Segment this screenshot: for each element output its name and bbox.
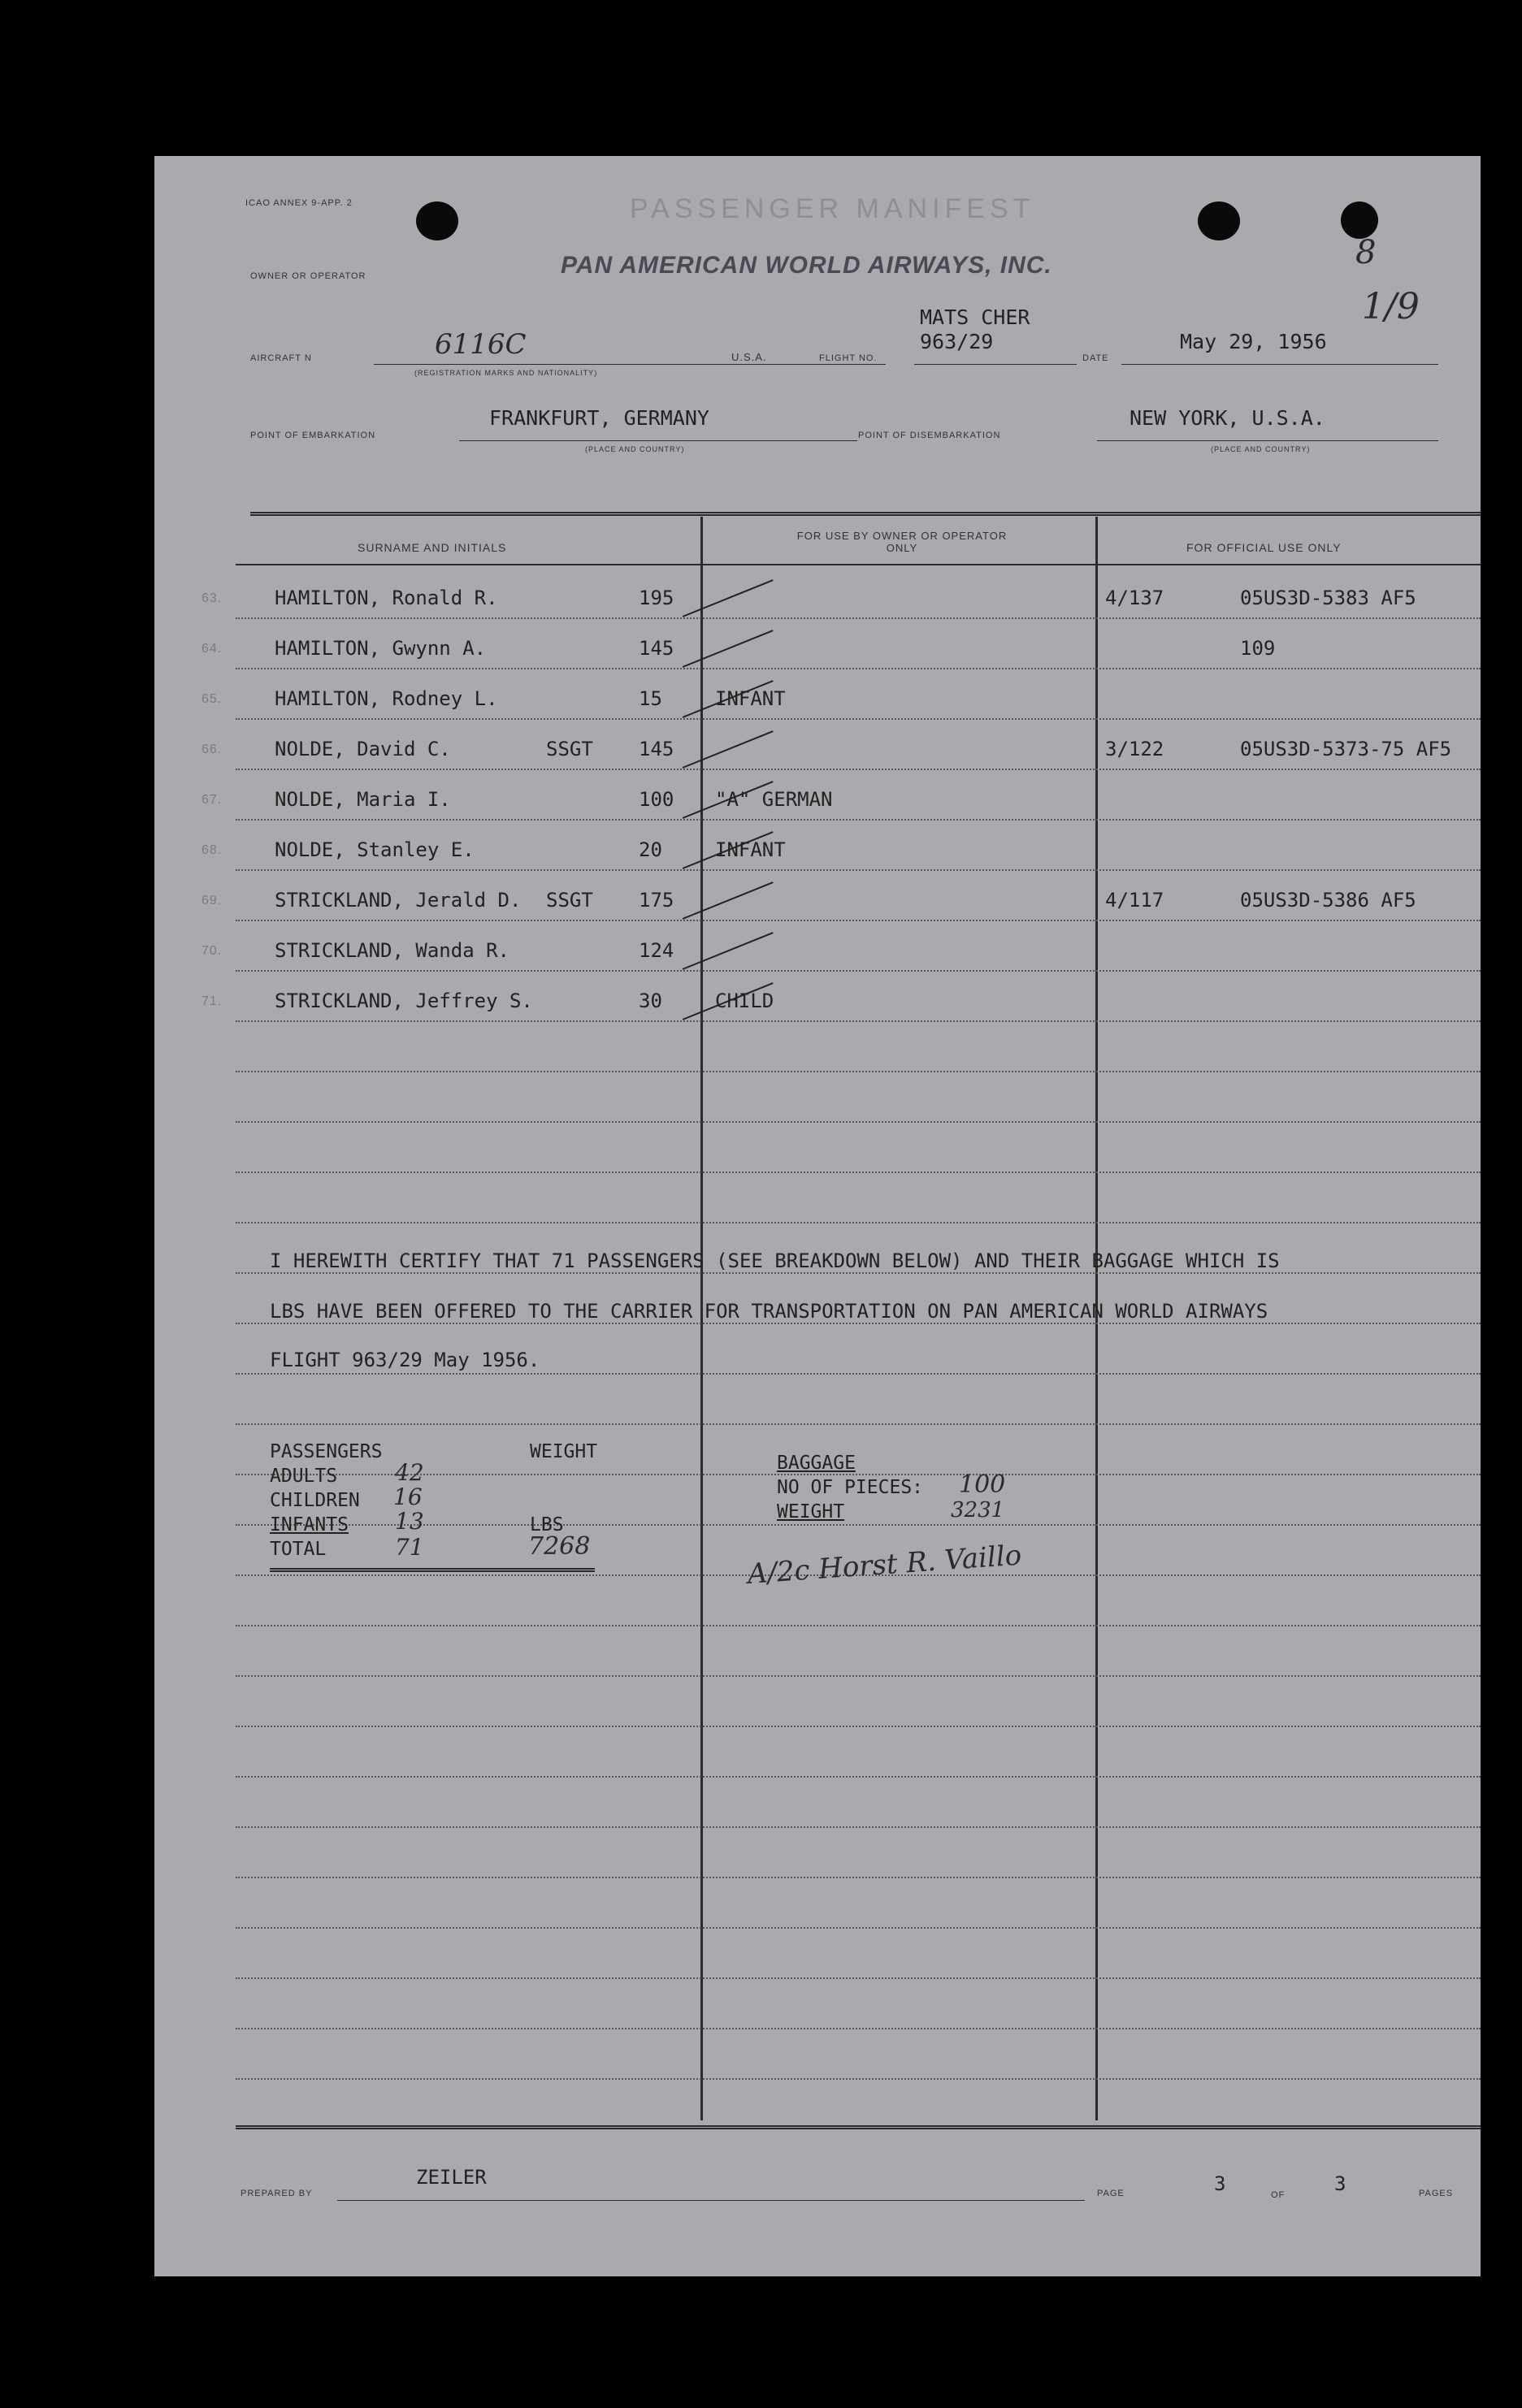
passenger-name: STRICKLAND, Jerald D. (275, 889, 522, 912)
table-row (154, 978, 1481, 1029)
ruled-line (236, 1675, 1481, 1677)
pieces-label: NO OF PIECES: (777, 1477, 924, 1498)
sheet-number: 8 (1355, 234, 1377, 271)
total-count: 71 (395, 1534, 424, 1561)
check-mark (683, 630, 774, 668)
row-number: 66. (202, 743, 223, 756)
punch-hole-right (1198, 201, 1240, 240)
check-mark (683, 932, 774, 970)
prepared-by: ZEILER (416, 2166, 487, 2189)
row-number: 64. (202, 642, 223, 656)
passenger-weight: 100 (639, 788, 674, 811)
manifest-sheet (154, 156, 1481, 2276)
row-number: 71. (202, 994, 223, 1008)
adults-count: 42 (395, 1459, 424, 1486)
row-number: 70. (202, 944, 223, 958)
infants-label: INFANTS (270, 1514, 349, 1535)
passenger-weight: 15 (639, 687, 662, 710)
passenger-weight: 195 (639, 587, 674, 609)
owner-label: OWNER OR OPERATOR (250, 271, 366, 281)
column-official: FOR OFFICIAL USE ONLY (1186, 541, 1342, 554)
passenger-name: NOLDE, Maria I. (275, 788, 451, 811)
pieces-count: 100 (959, 1470, 1006, 1499)
passenger-name: NOLDE, David C. (275, 738, 451, 760)
ruled-line (236, 1877, 1481, 1878)
of-label: OF (1271, 2190, 1286, 2200)
ruled-line (236, 1172, 1481, 1173)
official-ref: 4/137 (1105, 587, 1164, 609)
passenger-weight: 175 (639, 889, 674, 912)
summary-double-rule (270, 1568, 595, 1572)
certification-line-3: FLIGHT 963/29 May 1956. (270, 1349, 540, 1371)
flight-label: FLIGHT NO. (819, 353, 878, 363)
nationality: U.S.A. (731, 351, 767, 363)
punch-hole-left (416, 201, 458, 240)
ruled-line (236, 1323, 1481, 1324)
total-label: TOTAL (270, 1539, 327, 1560)
embark-sublabel: (PLACE AND COUNTRY) (585, 445, 685, 453)
official-code: 05US3D-5383 AF5 (1240, 587, 1416, 609)
form-title: PASSENGER MANIFEST (630, 193, 1035, 224)
table-row (154, 676, 1481, 726)
page-label: PAGE (1097, 2189, 1125, 2198)
official-code: 05US3D-5373-75 AF5 (1240, 738, 1452, 760)
passenger-note: "A" GERMAN (715, 788, 833, 811)
baggage-label: BAGGAGE (777, 1453, 856, 1474)
passengers-label: PASSENGERS (270, 1441, 383, 1462)
table-top-rule (250, 512, 1481, 516)
certification-line-2: LBS HAVE BEEN OFFERED TO THE CARRIER FOR TRANSPORTATION ON PAN AMERICAN WORLD AIRWAYS (270, 1300, 1268, 1323)
disembark-label: POINT OF DISEMBARKATION (858, 431, 1001, 440)
row-number: 67. (202, 793, 223, 807)
form-number: ICAO ANNEX 9-APP. 2 (245, 198, 353, 208)
date-underline (1121, 364, 1438, 365)
infants-count: 13 (395, 1508, 424, 1535)
passenger-note: INFANT (715, 838, 786, 861)
adults-label: ADULTS (270, 1466, 338, 1487)
table-row (154, 777, 1481, 827)
page-number: 3 (1214, 2172, 1226, 2195)
passenger-note: CHILD (715, 990, 774, 1012)
check-mark (683, 579, 774, 617)
sheet-fraction: 1/9 (1362, 286, 1420, 327)
row-number: 65. (202, 692, 223, 706)
pages-label: PAGES (1419, 2189, 1454, 2198)
ruled-line (236, 2028, 1481, 2029)
official-code: 05US3D-5386 AF5 (1240, 889, 1416, 912)
date-label: DATE (1082, 353, 1109, 363)
ruled-line (236, 2078, 1481, 2080)
ruled-line (236, 1071, 1481, 1072)
passenger-name: STRICKLAND, Jeffrey S. (275, 990, 533, 1012)
weight-label: WEIGHT (530, 1441, 598, 1462)
official-ref: 3/122 (1105, 738, 1164, 760)
column-surname: SURNAME AND INITIALS (358, 541, 507, 554)
table-row (154, 726, 1481, 777)
prepared-label: PREPARED BY (241, 2189, 313, 2198)
lbs-label: LBS (530, 1514, 564, 1535)
table-row (154, 827, 1481, 877)
passenger-name: NOLDE, Stanley E. (275, 838, 475, 861)
ruled-line (236, 1776, 1481, 1778)
row-number: 68. (202, 843, 223, 857)
passenger-note: INFANT (715, 687, 786, 710)
passenger-weight: 145 (639, 637, 674, 660)
disembark-value: NEW YORK, U.S.A. (1130, 406, 1325, 430)
embark-underline (459, 440, 857, 441)
table-row (154, 575, 1481, 626)
embark-value: FRANKFURT, GERMANY (489, 406, 709, 430)
aircraft-registration: 6116C (435, 328, 527, 361)
passenger-rank: SSGT (546, 738, 593, 760)
aircraft-label: AIRCRAFT N (250, 353, 312, 363)
table-row (154, 928, 1481, 978)
children-label: CHILDREN (270, 1490, 360, 1511)
signature: A/2c Horst R. Vaillo (746, 1539, 1023, 1591)
passenger-weight: 20 (639, 838, 662, 861)
disembark-underline (1097, 440, 1438, 441)
page-total: 3 (1334, 2172, 1346, 2195)
date-value: May 29, 1956 (1180, 330, 1327, 353)
passenger-name: HAMILTON, Gwynn A. (275, 637, 487, 660)
check-mark (683, 881, 774, 920)
disembark-sublabel: (PLACE AND COUNTRY) (1211, 445, 1311, 453)
ruled-line (236, 1625, 1481, 1626)
official-ref: 4/117 (1105, 889, 1164, 912)
ruled-line (236, 1977, 1481, 1979)
table-bottom-rule (236, 2125, 1481, 2129)
passenger-name: HAMILTON, Rodney L. (275, 687, 498, 710)
embark-label: POINT OF EMBARKATION (250, 431, 376, 440)
bag-weight-label: WEIGHT (777, 1501, 845, 1522)
bag-weight: 3231 (951, 1498, 1005, 1522)
row-number: 69. (202, 894, 223, 907)
column-owner-use: FOR USE BY OWNER OR OPERATOR ONLY (796, 530, 1008, 554)
passenger-rank: SSGT (546, 889, 593, 912)
passenger-weight: 145 (639, 738, 674, 760)
ruled-line (236, 1826, 1481, 1828)
ruled-line (236, 1272, 1481, 1274)
official-code: 109 (1240, 637, 1276, 660)
certification-line-1: I HEREWITH CERTIFY THAT 71 PASSENGERS (SEE BREAKDOWN BELOW) AND THEIR BAGGAGE WHICH IS (270, 1249, 1280, 1272)
ruled-line (236, 1726, 1481, 1727)
flight-underline (914, 364, 1077, 365)
passenger-weight: 124 (639, 939, 674, 962)
ruled-line (236, 1222, 1481, 1223)
passenger-name: STRICKLAND, Wanda R. (275, 939, 510, 962)
ruled-line (236, 1927, 1481, 1929)
check-mark (683, 730, 774, 769)
table-row (154, 877, 1481, 928)
table-row (154, 626, 1481, 676)
children-count: 16 (393, 1483, 423, 1510)
total-weight: 7268 (528, 1532, 591, 1561)
ruled-line (236, 1121, 1481, 1123)
ruled-line (236, 1423, 1481, 1425)
aircraft-sublabel: (REGISTRATION MARKS AND NATIONALITY) (414, 369, 598, 377)
flight-line2: 963/29 (920, 330, 994, 353)
passenger-name: HAMILTON, Ronald R. (275, 587, 498, 609)
aircraft-underline (374, 364, 886, 365)
table-header-rule (236, 564, 1481, 565)
passenger-weight: 30 (639, 990, 662, 1012)
prepared-underline (337, 2200, 1085, 2201)
owner-name: PAN AMERICAN WORLD AIRWAYS, INC. (561, 252, 1052, 279)
flight-line1: MATS CHER (920, 305, 1030, 329)
row-number: 63. (202, 591, 223, 605)
ruled-line (236, 1373, 1481, 1375)
